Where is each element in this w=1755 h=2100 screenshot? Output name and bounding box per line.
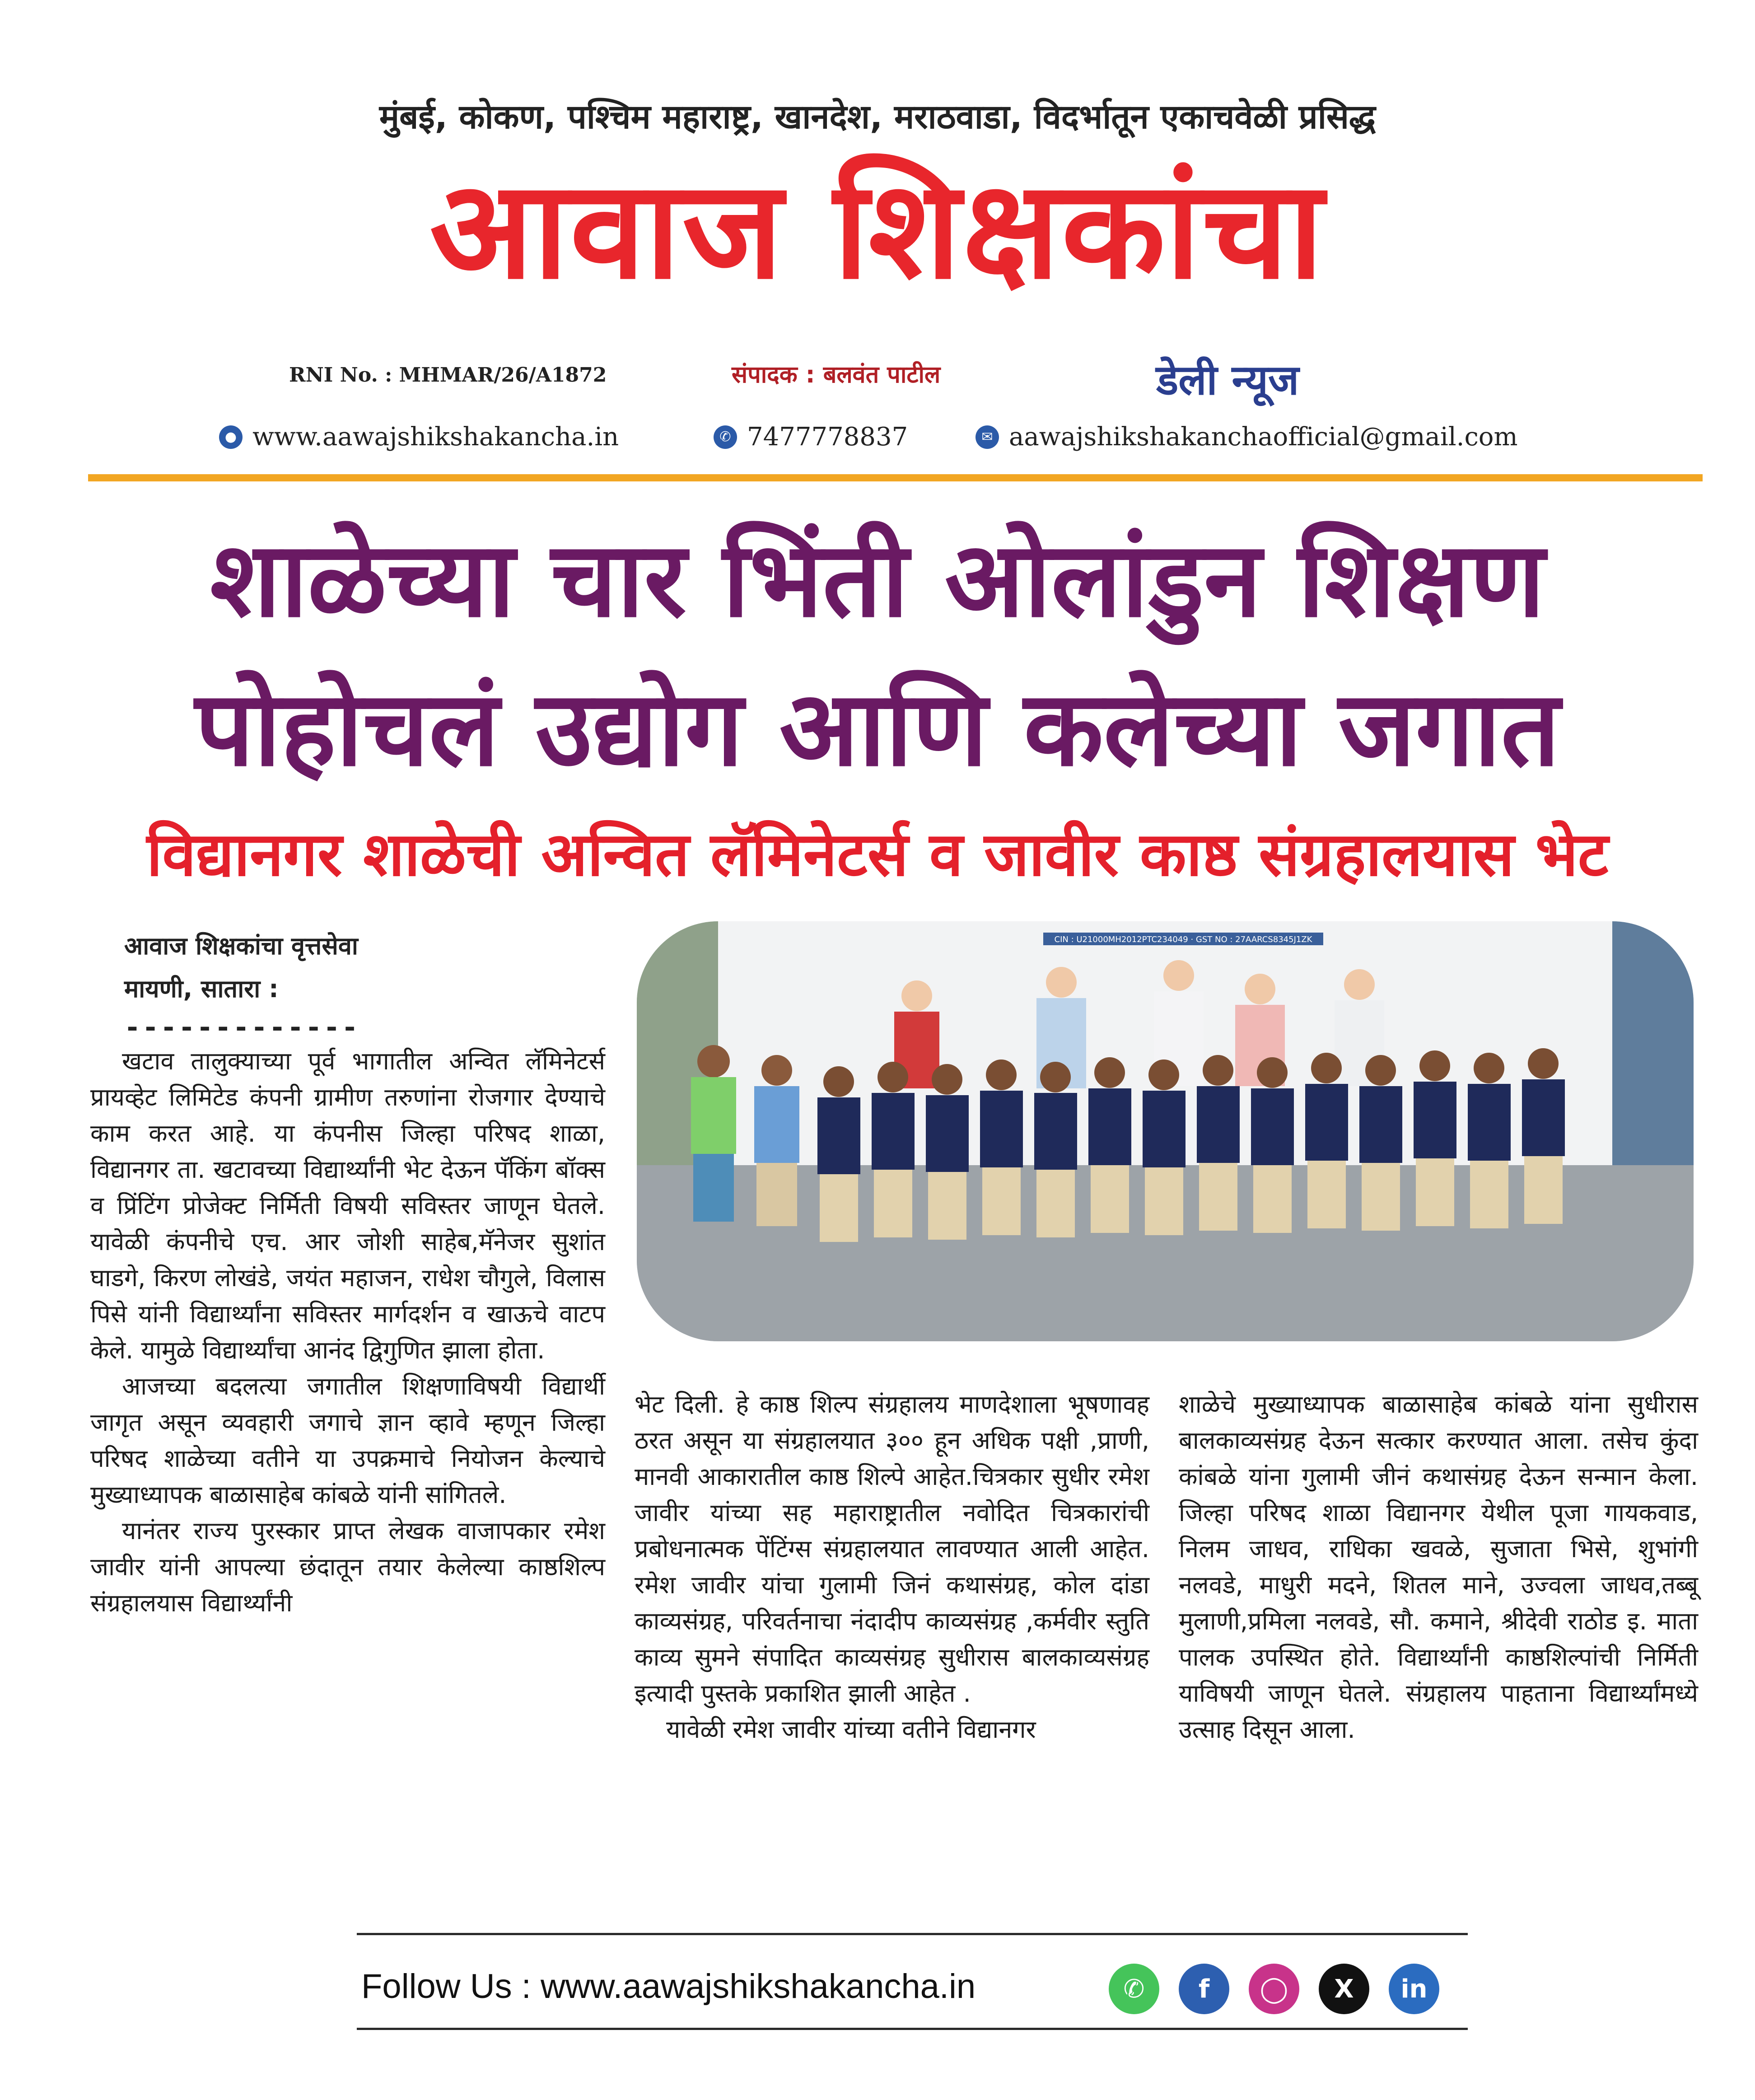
article-paragraph: यावेळी रमेश जावीर यांच्या वतीने विद्यानगर (666, 1715, 1036, 1744)
article-column-3 (1179, 1386, 1698, 1748)
headline-line-1: शाळेच्या चार भिंती ओलांडुन शिक्षण (210, 520, 1545, 640)
website-link[interactable]: www.aawajshikshakancha.in (252, 422, 619, 452)
phone-number[interactable]: 7477778837 (747, 422, 908, 452)
newspaper-masthead: आवाज शिक्षकांचा (429, 151, 1326, 309)
email-address[interactable]: aawajshikshakanchaofficial@gmail.com (1009, 422, 1518, 452)
article-paragraph: यानंतर राज्य पुरस्कार प्राप्त लेखक वाजापकार रमेश जावीर यांनी आपल्या छंदातून तयार केलेल्या काष्ठशिल्प संग्रहालयास विद्यार्थ्यांनी (90, 1517, 605, 1617)
article-paragraph: खटाव तालुक्याच्या पूर्व भागातील अन्वित लॅमिनेटर्स प्रायव्हेट लिमिटेड कंपनी ग्रामीण तरुणांना रोजगार देण्याचे काम करत आहे. या कंपनीस जिल्हा परिषद शाळा, विद्यानगर ता. खटावच्या विद्यार्थ्यांनी भेट देऊन पॅकिंग बॉक्स व प्रिंटिंग प्रोजेक्ट निर्मिती विषयी सविस्तर जाणून घेतले. यावेळी कंपनीचे एच. आर जोशी साहेब,मॅनेजर सुशांत घाडगे, किरण लोखंडे, जयंत महाजन, राधेश चौगुले, विलास पिसे यांनी विद्यार्थ्यांना सविस्तर मार्गदर्शन व खाऊचे वाटप केले. यामुळे विद्यार्थ्यांचा आनंद द्विगुणित झाला होता. (90, 1047, 605, 1364)
globe-icon: ● (219, 425, 243, 449)
header-divider (88, 474, 1703, 481)
article-column-1 (90, 1043, 605, 1621)
photo-sign-text: CIN : U21000MH2012PTC234049 · GST NO : 27AARCS8345J1ZK (1054, 935, 1312, 944)
facebook-icon[interactable]: f (1179, 1964, 1229, 2014)
subheadline: विद्यानगर शाळेची अन्वित लॅमिनेटर्स व जावीर काष्ठ संग्रहालयास भेट (146, 819, 1609, 890)
article-column-2 (635, 1386, 1149, 1748)
follow-us-text[interactable]: Follow Us : www.aawajshikshakancha.in (361, 1967, 976, 2006)
footer-top-rule (357, 1933, 1468, 1935)
article-photo (637, 921, 1694, 1341)
linkedin-icon[interactable]: in (1389, 1964, 1439, 2014)
rni-number: RNI No. : MHMAR/26/A1872 (289, 364, 607, 387)
instagram-icon[interactable]: ◯ (1249, 1964, 1299, 2014)
x-icon[interactable]: X (1319, 1964, 1369, 2014)
group-photo-illustration (637, 921, 1694, 1341)
byline-service: आवाज शिक्षकांचा वृत्तसेवा (124, 932, 358, 960)
article-paragraph: भेट दिली. हे काष्ठ शिल्प संग्रहालय माणदेशाला भूषणावह ठरत असून या संग्रहालयात ३०० हून अधिक पक्षी ,प्राणी, मानवी आकारातील काष्ठ शिल्पे आहेत.चित्रकार सुधीर रमेश जावीर यांच्या सह महाराष्ट्रातील नवोदित चित्रकारांची प्रबोधनात्मक पेंटिंग्स संग्रहालयात लावण्यात आली आहेत. रमेश जावीर यांचा गुलामी जिनं कथासंग्रह, कोल दांडा काव्यसंग्रह, परिवर्तनाचा नंदादीप काव्यसंग्रह ,कर्मवीर स्तुति काव्य सुमने संपादित काव्यसंग्रह सुधीरास बालकाव्यसंग्रह इत्यादी पुस्तके प्रकाशित झाली आहेत . (635, 1390, 1149, 1708)
byline-dashes: ------------- (124, 1012, 360, 1043)
footer-bottom-rule (357, 2028, 1468, 2030)
distribution-regions: मुंबई, कोकण, पश्चिम महाराष्ट्र, खानदेश, मराठवाडा, विदर्भातून एकाचवेळी प्रसिद्ध (379, 98, 1376, 136)
whatsapp-icon[interactable]: ✆ (1109, 1964, 1159, 2014)
phone-contact[interactable] (714, 422, 908, 452)
email-icon: ✉ (976, 425, 999, 449)
headline-line-2: पोहोचलं उद्योग आणि कलेच्या जगात (195, 669, 1560, 789)
editor-name: संपादक : बलवंत पाटील (732, 361, 941, 388)
website-contact[interactable] (219, 422, 619, 452)
byline-place: मायणी, सातारा : (124, 975, 279, 1003)
email-contact[interactable] (976, 422, 1518, 452)
daily-news-label: डेली न्यूज (1156, 356, 1299, 404)
article-paragraph: आजच्या बदलत्या जगातील शिक्षणाविषयी विद्यार्थी जागृत असून व्यवहारी जगाचे ज्ञान व्हावे म्हणून जिल्हा परिषद शाळेच्या वतीने या उपक्रमाचे नियोजन केल्याचे मुख्याध्यापक बाळासाहेब कांबळे यांनी सांगितले. (90, 1372, 605, 1509)
article-paragraph: शाळेचे मुख्याध्यापक बाळासाहेब कांबळे यांना सुधीरास बालकाव्यसंग्रह देऊन सत्कार करण्यात आला. तसेच कुंदा कांबळे यांना गुलामी जीनं कथासंग्रह देऊन सन्मान केला. जिल्हा परिषद शाळा विद्यानगर येथील पूजा गायकवाड, निलम जाधव, राधिका खवळे, सुजाता भिसे, शुभांगी नलवडे, माधुरी मदने, शितल माने, उज्वला जाधव,तब्बू मुलाणी,प्रमिला नलवडे, सौ. कमाने, श्रीदेवी राठोड इ. माता पालक उपस्थित होते. विद्यार्थ्यांनी काष्ठशिल्पांची निर्मिती याविषयी जाणून घेतले. संग्रहालय पाहताना विद्यार्थ्यांमध्ये उत्साह दिसून आला. (1179, 1390, 1698, 1744)
phone-icon: ✆ (714, 425, 737, 449)
